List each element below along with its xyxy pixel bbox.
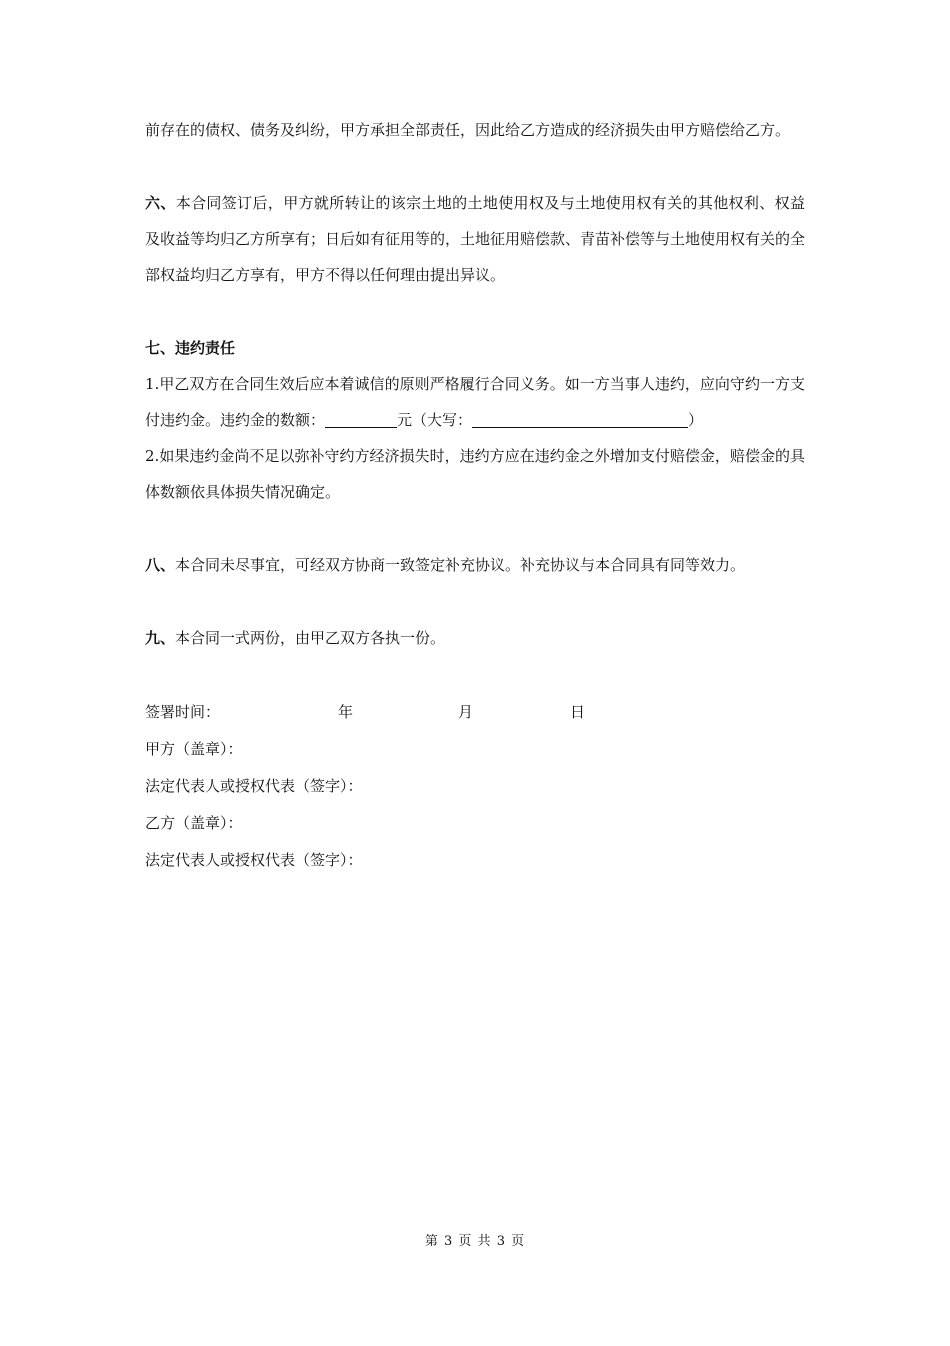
- document-body: [145, 112, 805, 879]
- clause-8-number: 八、: [145, 556, 176, 574]
- clause-7-item-1-text: 1.甲乙双方在合同生效后应本着诚信的原则严格履行合同义务。如一方当事人违约，应向守约一方支付违约金。违约金的数额：: [145, 375, 805, 429]
- clause-5-text: 前存在的债权、债务及纠纷，甲方承担全部责任，因此给乙方造成的经济损失由甲方赔偿给乙方。: [145, 121, 791, 139]
- penalty-amount-words-blank[interactable]: [472, 411, 688, 428]
- clause-7-item-1-yuan: 元（大写：: [397, 411, 473, 429]
- signing-year-label: 年: [338, 703, 354, 721]
- clause-7-item-1: [145, 366, 805, 438]
- signing-day-label: 日: [570, 703, 586, 721]
- clause-9-text: 本合同一式两份，由甲乙双方各执一份。: [175, 629, 446, 647]
- clause-8-text: 本合同未尽事宜，可经双方协商一致签定补充协议。补充协议与本合同具有同等效力。: [175, 556, 746, 574]
- signing-date-line: [145, 694, 805, 731]
- party-a-representative: 法定代表人或授权代表（签字）：: [145, 777, 363, 795]
- signature-block: [145, 694, 805, 879]
- clause-7-heading: 七、违约责任: [145, 339, 236, 357]
- page-footer: 第 3 页 共 3 页: [424, 1234, 526, 1249]
- party-b-seal: 乙方（盖章）：: [145, 814, 243, 832]
- clause-9-number: 九、: [145, 629, 176, 647]
- clause-7-item-2: 2.如果违约金尚不足以弥补守约方经济损失时，违约方应在违约金之外增加支付赔偿金，赔偿金的具体数额依具体损失情况确定。: [145, 447, 805, 501]
- clause-8: [145, 547, 805, 583]
- penalty-amount-blank[interactable]: [325, 411, 397, 428]
- clause-5-continuation: [145, 112, 805, 148]
- party-a-seal: 甲方（盖章）：: [145, 740, 243, 758]
- clause-9: [145, 620, 805, 656]
- clause-6-text: 本合同签订后，甲方就所转让的该宗土地的土地使用权及与土地使用权有关的其他权利、权益及收益等均归乙方所享有；日后如有征用等的，土地征用赔偿款、青苗补偿等与土地使用权有关的全部权益均归乙方享有，甲方不得以任何理由提出异议。: [145, 194, 806, 284]
- clause-6: [145, 185, 805, 293]
- signing-date-label: 签署时间：: [145, 703, 221, 721]
- signing-month-label: 月: [458, 703, 474, 721]
- party-b-representative: 法定代表人或授权代表（签字）：: [145, 851, 363, 869]
- clause-7-item-1-close: ）: [688, 411, 704, 429]
- clause-6-number: 六、: [145, 194, 176, 212]
